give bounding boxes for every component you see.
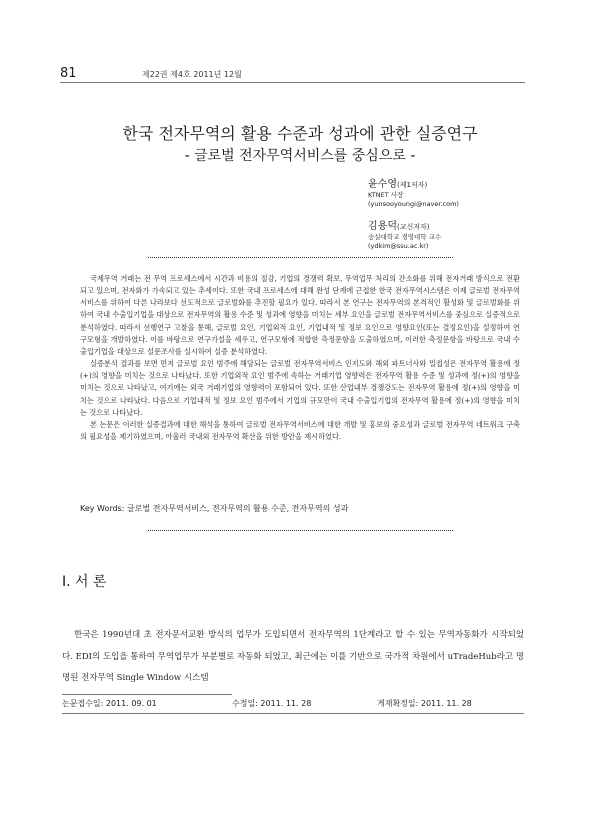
- journal-info: 제22권 제4호 2011년 12월: [142, 70, 242, 79]
- page-number: 81: [60, 66, 77, 81]
- author-name-line: [368, 214, 441, 233]
- footnote-rule: [62, 694, 232, 695]
- footer-rule: [62, 713, 524, 714]
- author-name: 윤수영: [368, 179, 397, 190]
- author-affiliation: KTNET 사장: [368, 191, 404, 199]
- keywords-list: 글로벌 전자무역서비스, 전자무역의 활용 수준, 전자무역의 성과: [127, 504, 349, 513]
- accepted-date: 게재확정일: 2011. 11. 28: [377, 699, 472, 708]
- header-rule: [60, 82, 525, 83]
- author-name-line: [368, 172, 459, 191]
- dotted-divider-top: [148, 257, 453, 258]
- author-name: 김용덕: [368, 221, 397, 232]
- abstract-paragraph: 본 논문은 이러한 실증결과에 대한 해석을 통하여 글로벌 전자무역서비스에 대한 개발 및 홍보의 중요성과 글로벌 전자무역 네트워크 구축의 필요성을 제기하였으며, 아울러 국내외 전자무역 확산을 위한 방안을 제시하였다.: [80, 419, 520, 442]
- abstract-paragraph: 실증분석 결과를 보면 먼저 글로벌 요인 범주에 해당되는 글로벌 전자무역서비스 인지도와 해외 파트너사와 밀접성은 전자무역 활용에 정(+)의 영향을 미치는 것으로 나타났다. 또한 기업외적 요인 범주에 속하는 거래기업 영향력은 전자무역 활용 수준 및 성과에 정(+)의 영향을 미치는 것으로 나타났고, 여기에는 외국 거래기업의 영향력이 포함되어 있다. 또한 산업내부 경쟁강도는 전자무역 활용에 정(+)의 영향을 미치는 것으로 나타났다. 다음으로 기업내적 및 정보 요인 범주에서 기업의 규모만이 국내 수출입기업의 전자무역 활용에 정(+)의 영향을 미치는 것으로 나타났다.: [80, 359, 520, 417]
- author-role: (제1저자): [396, 181, 428, 189]
- dotted-divider-bottom: [148, 530, 453, 531]
- author-block: [368, 214, 441, 251]
- revised-date: 수정일: 2011. 11. 28: [232, 699, 312, 708]
- author-block: [368, 172, 459, 209]
- keywords: [80, 503, 348, 514]
- author-affiliation: 숭실대학교 경영대학 교수: [368, 233, 442, 241]
- author-role: (교신저자): [396, 223, 430, 231]
- received-date: 논문접수일: 2011. 09. 01: [62, 699, 157, 708]
- body-paragraph: 한국은 1990년대 초 전자문서교환 방식의 업무가 도입되면서 전자무역의 1단계라고 할 수 있는 무역자동화가 시작되었다. EDI의 도입을 통하여 무역업무가 부분별로 자동화 되었고, 최근에는 이를 기반으로 국가적 차원에서 uTradeHub라고 명명된 전자무역 Single Window 시스템: [62, 630, 524, 683]
- body-text: [62, 625, 524, 690]
- paper-title: 한국 전자무역의 활용 수준과 성과에 관한 실증연구: [122, 124, 478, 143]
- author-email: (yunsooyoungi@naver.com): [368, 200, 459, 208]
- abstract-paragraph: 국제무역 거래는 전 무역 프로세스에서 시간과 비용의 절감, 기업의 경쟁력 확보, 무역업무 처리의 간소화를 위해 전자거래 방식으로 전환되고 있으며, 전자화가 가속되고 있는 추세이다. 또한 국내 프로세스에 대해 완성 단계에 근접한 한국 전자무역시스템은 이제 글로벌 전자무역서비스를 위하여 다른 나라보다 선도적으로 글로벌화를 추진할 필요가 있다. 따라서 본 연구는 전자무역의 본격적인 활성화 및 글로벌화를 위하여 국내 수출입기업을 대상으로 전자무역의 활용 수준 및 성과에 영향을 미치는 세부 요인을 글로벌 전자무역서비스를 중심으로 실증적으로 분석하였다. 따라서 선행연구 고찰을 통해, 글로벌 요인, 기업외적 요인, 기업내적 및 정보 요인으로 영향요인(또는 결정요인)을 설정하여 연구모형을 개발하였다. 이를 바탕으로 연구가설을 세우고, 연구모형에 적합한 측정문항을 도출하였으며, 이러한 측정문항을 바탕으로 국내 수출입기업을 대상으로 설문조사를 실시하여 실증 분석하였다.: [80, 274, 520, 356]
- keywords-label: Key Words:: [80, 504, 125, 513]
- section-heading: Ⅰ. 서 론: [62, 574, 107, 590]
- abstract: [80, 273, 520, 443]
- paper-subtitle: - 글로벌 전자무역서비스를 중심으로 -: [184, 148, 416, 164]
- author-email: (ydkim@ssu.ac.kr): [368, 242, 429, 250]
